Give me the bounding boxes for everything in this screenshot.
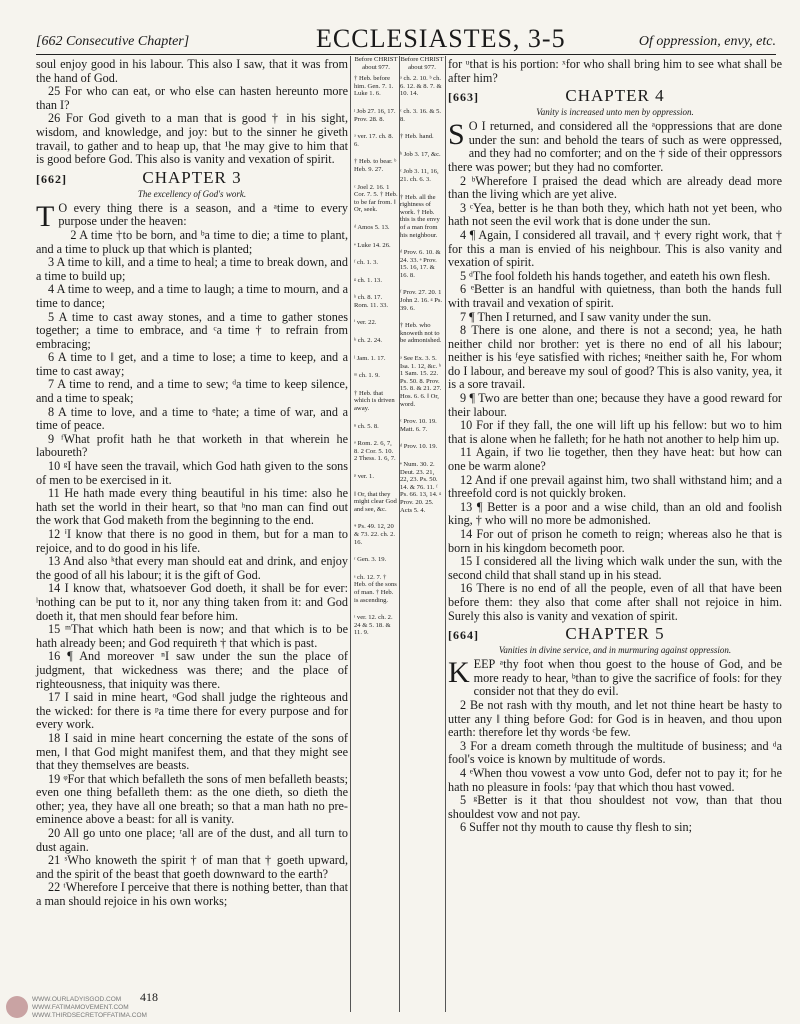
verse: 13 ¶ Better is a poor and a wise child, than an old and foolish king, † who will no more be admonished. [448, 499, 782, 528]
verse: 4 ᵉWhen thou vowest a vow unto God, defer not to pay it; for he hath no pleasure in fools: ᶠpay that which thou hast vowed. [448, 765, 782, 794]
cross-reference-column-right [400, 56, 444, 524]
cross-reference: ᵐ ch. 1. 9. [354, 372, 380, 380]
chapter-number: [662] [36, 171, 67, 186]
watermark-line: WWW.FATIMAMOVEMENT.COM [32, 1004, 129, 1011]
verse: 6 A time to ‖ get, and a time to lose; a time to keep, and a time to cast away; [36, 350, 348, 378]
verse: 11 He hath made every thing beautiful in his time: also he hath set the world in their heart, so that ʰno man can find out the work that God maketh from the beginning to the end. [36, 486, 348, 528]
verse: 12 And if one prevail against him, two shall withstand him; and a threefold cord is not quickly broken. [448, 472, 782, 501]
cross-reference: † Heb. to bear. ᵇ Heb. 9. 27. [354, 158, 397, 173]
cross-reference: † Heb. before him. Gen. 7. 1. Luke 1. 6. [354, 75, 394, 98]
chapter-heading [448, 86, 782, 107]
verse: 15 I considered all the living which walk under the sun, with the second child that shall stand up in his stead. [448, 554, 782, 582]
cross-reference: ˢ ch. 12. 7. † Heb. of the sons of man. † Heb. is ascending. [354, 573, 397, 604]
cross-reference: ʰ ch. 8. 17. Rom. 11. 33. [354, 294, 389, 309]
verse: 5 A time to cast away stones, and a time to gather stones together; a time to embrace, and ᶜa time † to refrain from embracing; [36, 309, 348, 351]
cross-reference: ᵈ Amos 5. 13. [354, 223, 390, 231]
cross-reference: ᵉ Num. 30. 2. Deut. 23. 21, 22, 23. Ps. 50. 14. & 76. 11. ᶠ Ps. 66. 13, 14. ᵍ Prov. 20. 25. Acts 5. 4. [400, 460, 442, 514]
chapter-heading [36, 167, 348, 189]
verse: 6 ᵉBetter is an handful with quietness, than both the hands full with travail and vexation of spirit. [448, 282, 782, 310]
verse: EEP ᵃthy foot when thou goest to the house of God, and be more ready to hear, ᵇthan to give the sacrifice of fools: for they consider not that they do evil. [473, 657, 782, 699]
chapter-title: CHAPTER 3 [142, 167, 242, 187]
cross-reference: ᶜ ch. 3. 16. & 5. 8. [400, 107, 442, 123]
verse: 14 For out of prison he cometh to reign; whereas also he that is born in his kingdom becometh poor. [448, 527, 782, 555]
topic-label: Of oppression, envy, etc. [638, 34, 776, 49]
verse: 5 ᵈThe fool foldeth his hands together, and eateth his own flesh. [460, 268, 771, 283]
watermark-seal-icon [6, 996, 28, 1018]
chapter-number: [664] [448, 628, 479, 643]
left-text-column [36, 58, 348, 909]
cross-reference: ᵖ ver. 1. [354, 473, 374, 480]
verse: 8 A time to love, and a time to ᵉhate; a time of war, and a time of peace. [36, 404, 348, 433]
chapter-number: [663] [448, 90, 479, 105]
cross-reference: ᵇ Job 3. 17, &c. [400, 150, 441, 158]
cross-reference: † Heb. that which is driven away. [354, 389, 395, 413]
verse: 16 There is no end of all the people, even of all that have been before them: they also that come after shall not rejoice in him. Surely this also is vanity and vexation of spirit. [448, 581, 782, 623]
cross-reference: ᵉ Luke 14. 26. [354, 241, 391, 249]
era-label: Before CHRIST about 977. [354, 56, 398, 71]
verse: 7 A time to rend, and a time to sew; ᵈa time to keep silence, and a time to speak; [36, 377, 348, 406]
verse: 16 ¶ And moreover ⁿI saw under the sun the place of judgment, that wickedness was there; and the place of righteousness, that iniquity was there. [36, 649, 348, 691]
drop-cap: K [448, 656, 470, 690]
chapter-title: CHAPTER 4 [565, 86, 665, 106]
header-rule [36, 54, 776, 55]
cross-reference: † Heb. who knoweth not to be admonished. [400, 322, 442, 345]
verse: 7 ¶ Then I returned, and I saw vanity under the sun. [460, 309, 712, 324]
cross-reference: ᵃ See Ex. 3. 5. Isa. 1. 12, &c. ᵇ 1 Sam. 15. 22. Ps. 50. 8. Prov. 15. 8. & 21. 27. Hos. 6. 6. ‖ Or, word. [400, 355, 442, 408]
cross-reference: ᶜ Job 3. 11, 16, 21. ch. 6. 3. [400, 168, 439, 183]
cross-reference: ᵈ Prov. 10. 19. [400, 443, 438, 451]
verse: 17 I said in mine heart, ᵒGod shall judge the righteous and the wicked: for there is ᵖa time there for every purpose and for every work. [36, 690, 348, 732]
verse: 18 I said in mine heart concerning the estate of the sons of men, ‖ that God might manifest them, and that they might see that they themselves are beasts. [36, 730, 348, 773]
chapter-title: CHAPTER 5 [565, 624, 665, 644]
drop-cap: S [448, 118, 465, 152]
verse: 20 All go unto one place; ʳall are of the dust, and all turn to dust again. [36, 826, 348, 854]
verse: 10 For if they fall, the one will lift up his fellow: but wo to him that is alone when he falleth; for he hath not another to help him up. [448, 418, 782, 446]
cross-reference: ᶠ Prov. 27. 20. 1 John 2. 16. ᵍ Ps. 39. 6. [400, 289, 443, 312]
chapter-summary: The excellency of God's work. [137, 188, 247, 199]
chapter-summary: Vanities in divine service, and in murmuring against oppression. [498, 645, 732, 656]
verse: 3 For a dream cometh through the multitude of business; and ᵈa fool's voice is known by multitude of words. [448, 738, 782, 767]
cross-reference: ᵈ Prov. 6. 10. & 24. 33. ᵉ Prov. 15. 16, 17. & 16. 8. [400, 249, 441, 279]
cross-reference: ᵍ ch. 1. 13. [354, 276, 382, 284]
cross-reference: ʳ Gen. 3. 19. [354, 556, 387, 564]
verse: 26 For God giveth to a man that is good † in his sight, wisdom, and knowledge, and joy: but to the sinner he giveth travail, to gather and to heap up, that ¹he may give to him that is good before God. This also is vanity and vexation of spirit. [36, 111, 348, 167]
verse: 14 I know that, whatsoever God doeth, it shall be for ever: ˡnothing can be put to it, nor any thing taken from it: and God doeth it, that men should fear before him. [36, 581, 348, 623]
verse: 2 A time †to be born, and ᵇa time to die; a time to plant, and a time to pluck up that which is planted; [36, 227, 348, 256]
cross-reference: ᶠ ch. 1. 3. [354, 259, 379, 267]
verse: 22 ᵗWherefore I perceive that there is nothing better, than that a man should rejoice in his own works; [36, 880, 348, 909]
era-label: Before CHRIST about 977. [400, 56, 444, 71]
watermark-line: WWW.THIRDSECRETOFFATIMA.COM [32, 1012, 147, 1019]
verse: 9 ¶ Two are better than one; because they have a good reward for their labour. [448, 391, 782, 419]
verse: 3 A time to kill, and a time to heal; a time to break down, and a time to build up; [36, 255, 348, 283]
verse: 2 ᵇWherefore I praised the dead which are already dead more than the living which are yet alive. [448, 173, 782, 202]
verse: 15 ᵐThat which hath been is now; and that which is to be hath already been; and God requireth † that which is past. [36, 622, 348, 650]
watermark [32, 996, 147, 1020]
verse: 5 ᵍBetter is it that thou shouldest not vow, than that thou shouldest vow and not pay. [448, 793, 782, 821]
verse: 9 ᶠWhat profit hath he that worketh in that wherein he laboureth? [36, 431, 348, 460]
consecutive-chapter-label: [662 Consecutive Chapter] [36, 34, 190, 49]
cross-reference: ᵃ ch. 2. 10. ᵇ ch. 6. 12. & 8. 7. & 10. 14. [400, 75, 442, 98]
cross-reference: ⁱ ver. 22. [354, 319, 377, 327]
cross-reference: ᶜ Prov. 10. 19. Matt. 6. 7. [400, 418, 437, 433]
verse: 12 ⁱI know that there is no good in them, but for a man to rejoice, and to do good in his life. [36, 527, 348, 555]
cross-reference: ᶜ Joel 2. 16. 1 Cor. 7. 5. † Heb. to be far from. ‖ Or, seek. [354, 183, 398, 214]
cross-reference: ᵃ ver. 17. ch. 8. 6. [354, 133, 394, 148]
verse: 10 ᵍI have seen the travail, which God hath given to the sons of men to be exercised in it. [36, 459, 348, 487]
verse: 4 A time to weep, and a time to laugh; a time to mourn, and a time to dance; [36, 282, 348, 310]
verse: O every thing there is a season, and a ᵃtime to every purpose under the heaven: [58, 200, 348, 229]
page-number: 418 [140, 990, 158, 1004]
verse: 6 Suffer not thy mouth to cause thy flesh to sin; [460, 820, 692, 835]
verse: 19 ᵠFor that which befalleth the sons of men befalleth beasts; even one thing befalleth them: as the one dieth, so dieth the other; yea, they have all one breath; so that a man hath no pre-eminence above a beast: for all is vanity. [36, 771, 348, 827]
cross-reference: ᵏ ch. 2. 24. [354, 337, 383, 345]
verse: soul enjoy good in his labour. This also I saw, that it was from the hand of God. [36, 57, 348, 85]
verse: for ᵘthat is his portion: ˣfor who shall bring him to see what shall be after him? [448, 57, 782, 85]
cross-reference: ˡ Jam. 1. 17. [354, 354, 386, 362]
cross-reference: ᵗ ver. 12. ch. 2. 24 & 5. 18. & 11. 9. [354, 614, 393, 637]
verse: 4 ¶ Again, I considered all travail, and † every right work, that † for this a man is envied of his neighbour. This is also vanity and vexation of spirit. [448, 227, 782, 270]
cross-reference: ᵠ Ps. 49. 12, 20 & 73. 22. ch. 2. 16. [354, 523, 396, 546]
chapter-heading [448, 624, 782, 645]
verse: 8 There is one alone, and there is not a second; yea, he hath neither child nor brother: yet is there no end of all his labour; neither is his ᶠeye satisfied with riches; ᵍneither saith he, For whom do I labour, and bereave my soul of good? This is also vanity, yea, it is a sore travail. [448, 323, 782, 392]
column-divider [350, 56, 351, 1012]
verse: 11 Again, if two lie together, then they have heat: but how can one be warm alone? [448, 445, 782, 474]
cross-reference-column-left [354, 56, 398, 647]
cross-reference: ‖ Or, that they might clear God and see, &c. [354, 490, 397, 513]
cross-reference: ⁿ ch. 5. 8. [354, 422, 379, 430]
cross-reference: † Heb. hand. [400, 133, 434, 141]
verse: 13 And also ᵏthat every man should eat and drink, and enjoy the good of all his labour; it is the gift of God. [36, 554, 348, 582]
verse: 2 Be not rash with thy mouth, and let not thine heart be hasty to utter any ‖ thing before God: for God is in heaven, and thou upon earth: therefore let thy words ᶜbe few. [448, 697, 782, 740]
cross-reference: † Heb. all the rightness of work. † Heb. this is the envy of a man from his neighbour. [400, 193, 440, 239]
right-text-column [448, 58, 782, 835]
chapter-summary: Vanity is increased unto men by oppression. [536, 107, 694, 118]
watermark-line: WWW.OURLADYISGOD.COM [32, 996, 122, 1003]
cross-reference: ʲ Job 27. 16, 17. Prov. 28. 8. [354, 107, 396, 123]
drop-cap: T [36, 199, 55, 233]
verse: O I returned, and considered all the ᵃoppressions that are done under the sun: and behold the tears of such as were oppressed, and they had no comforter; and on the † side of their oppressors there was power; but they had no comforter. [448, 119, 782, 174]
cross-reference: ᵒ Rom. 2. 6, 7, 8. 2 Cor. 5. 10. 2 Thess. 1. 6, 7. [354, 440, 396, 463]
column-divider [445, 56, 446, 1012]
page-header [36, 26, 776, 54]
verse: 21 ˢWho knoweth the spirit † of man that † goeth upward, and the spirit of the beast that goeth downward to the earth? [36, 853, 348, 881]
verse: 3 ᶜYea, better is he than both they, which hath not yet been, who hath not seen the evil work that is done under the sun. [448, 200, 782, 229]
book-title: ECCLESIASTES, 3-5 [316, 24, 566, 53]
verse: 25 For who can eat, or who else can hasten hereunto more than I? [36, 84, 348, 112]
